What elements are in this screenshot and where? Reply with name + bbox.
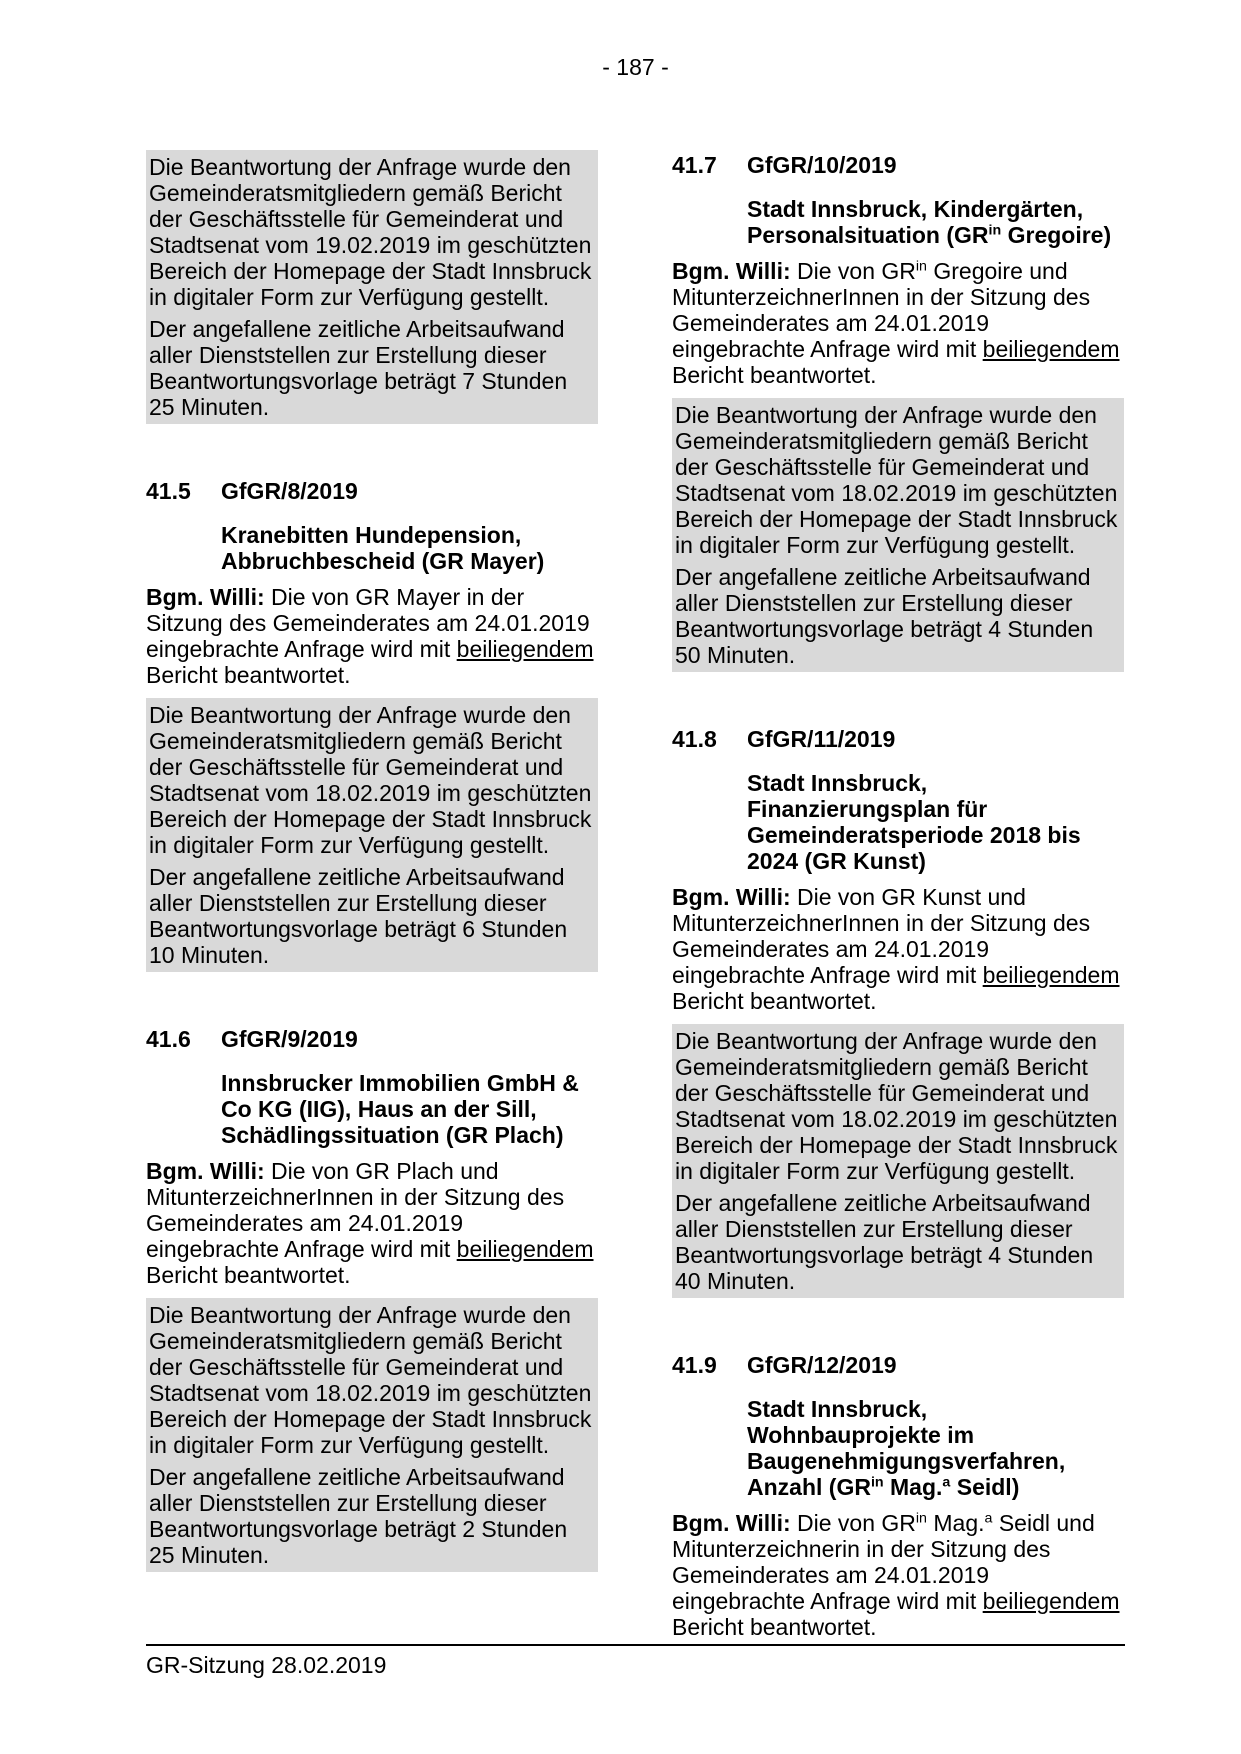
section-heading [672,726,1124,752]
section-code: GfGR/11/2019 [747,726,896,752]
answer-paragraph: Der angefallene zeitliche Arbeitsaufwand aller Dienststellen zur Erstellung dieser Beantwortungsvorlage beträgt 4 Stunden 50 Minuten. [675,564,1094,668]
carryover-answer-box [146,150,598,424]
attachment-link[interactable]: beiliegendem [982,1588,1120,1614]
section-title: Kranebitten Hundepension, Abbruchbescheid (GR Mayer) [221,522,545,574]
section-41-9 [672,1352,1124,1640]
answer-paragraph: Die Beantwortung der Anfrage wurde den Gemeinderatsmitgliedern gemäß Bericht der Geschäftsstelle für Gemeinderat und Stadtsenat vom 18.02.2019 im geschützten Bereich der Homepage der Stadt Innsbruck in digitaler Form zur Verfügung gestellt. [149,1302,592,1458]
answer-paragraph: Die Beantwortung der Anfrage wurde den Gemeinderatsmitgliedern gemäß Bericht der Geschäftsstelle für Gemeinderat und Stadtsenat vom 18.02.2019 im geschützten Bereich der Homepage der Stadt Innsbruck in digitaler Form zur Verfügung gestellt. [149,702,592,858]
answer-paragraph: Die Beantwortung der Anfrage wurde den Gemeinderatsmitgliedern gemäß Bericht der Geschäftsstelle für Gemeinderat und Stadtsenat vom 18.02.2019 im geschützten Bereich der Homepage der Stadt Innsbruck in digitaler Form zur Verfügung gestellt. [675,402,1118,558]
column-right [672,152,1124,1640]
section-heading [146,1026,598,1052]
section-code: GfGR/12/2019 [747,1352,897,1378]
section-title: Stadt Innsbruck, Kindergärten, Personalsituation ($GR^{in}$ Gregoire) [747,196,1112,248]
section-title: Innsbrucker Immobilien GmbH & Co KG (IIG), Haus an der Sill, Schädlingssituation (GR Plach) [221,1070,579,1148]
section-number: 41.8 [672,726,717,752]
page-number: - 187 - [602,54,669,80]
answer-box [146,698,598,972]
section-number: 41.6 [146,1026,191,1052]
section-code: GfGR/10/2019 [747,152,897,178]
section-number: 41.9 [672,1352,717,1378]
section-heading [672,1352,1124,1378]
answer-box [146,1298,598,1572]
section-body: Bgm. Willi: Die von GR Mayer in der Sitzung des Gemeinderates am 24.01.2019 eingebrachte Anfrage wird mit beiliegendem Bericht beantwortet. [146,584,594,688]
section-heading [672,152,1124,178]
answer-paragraph: Der angefallene zeitliche Arbeitsaufwand aller Dienststellen zur Erstellung dieser Beantwortungsvorlage beträgt 6 Stunden 10 Minuten. [149,864,568,968]
section-heading [146,478,598,504]
section-code: GfGR/9/2019 [221,1026,358,1052]
section-41-8 [672,726,1124,1298]
column-left [146,150,598,1572]
attachment-link[interactable]: beiliegendem [456,1236,594,1262]
answer-box [672,398,1124,672]
section-41-6 [146,1026,598,1572]
section-code: GfGR/8/2019 [221,478,358,504]
answer-paragraph: Der angefallene zeitliche Arbeitsaufwand aller Dienststellen zur Erstellung dieser Beantwortungsvorlage beträgt 7 Stunden 25 Minuten. [149,316,568,420]
attachment-link[interactable]: beiliegendem [982,962,1120,988]
section-41-5 [146,478,598,972]
section-number: 41.5 [146,478,191,504]
section-body: Bgm. Willi: Die von GR Plach und MitunterzeichnerInnen in der Sitzung des Gemeinderates am 24.01.2019 eingebrachte Anfrage wird mit beiliegendem Bericht beantwortet. [146,1158,594,1288]
answer-paragraph: Der angefallene zeitliche Arbeitsaufwand aller Dienststellen zur Erstellung dieser Beantwortungsvorlage beträgt 2 Stunden 25 Minuten. [149,1464,568,1568]
footer-divider [146,1644,1125,1646]
section-title: Stadt Innsbruck, Finanzierungsplan für Gemeinderatsperiode 2018 bis 2024 (GR Kunst) [747,770,1081,874]
answer-box [672,1024,1124,1298]
section-title: Stadt Innsbruck, Wohnbauprojekte im Baugenehmigungsverfahren, Anzahl ($GR^{in}$ Mag.$^a$ Seidl) [747,1396,1066,1500]
answer-paragraph: Der angefallene zeitliche Arbeitsaufwand aller Dienststellen zur Erstellung dieser Beantwortungsvorlage beträgt 4 Stunden 40 Minuten. [675,1190,1094,1294]
answer-paragraph: Die Beantwortung der Anfrage wurde den Gemeinderatsmitgliedern gemäß Bericht der Geschäftsstelle für Gemeinderat und Stadtsenat vom 19.02.2019 im geschützten Bereich der Homepage der Stadt Innsbruck in digitaler Form zur Verfügung gestellt. [149,154,592,310]
attachment-link[interactable]: beiliegendem [982,336,1120,362]
section-body: Bgm. Willi: Die von GR Kunst und MitunterzeichnerInnen in der Sitzung des Gemeinderates am 24.01.2019 eingebrachte Anfrage wird mit beiliegendem Bericht beantwortet. [672,884,1120,1014]
section-body: Bgm. Willi: Die von $GR^{in}$ Gregoire und MitunterzeichnerInnen in der Sitzung des Gemeinderates am 24.01.2019 eingebrachte Anfrage wird mit beiliegendem Bericht beantwortet. [672,258,1120,388]
answer-paragraph: Die Beantwortung der Anfrage wurde den Gemeinderatsmitgliedern gemäß Bericht der Geschäftsstelle für Gemeinderat und Stadtsenat vom 18.02.2019 im geschützten Bereich der Homepage der Stadt Innsbruck in digitaler Form zur Verfügung gestellt. [675,1028,1118,1184]
attachment-link[interactable]: beiliegendem [456,636,594,662]
footer-label: GR-Sitzung 28.02.2019 [146,1652,387,1678]
section-41-7 [672,152,1124,672]
section-body: Bgm. Willi: Die von $GR^{in}$ Mag.$^a$ Seidl und Mitunterzeichnerin in der Sitzung des Gemeinderates am 24.01.2019 eingebrachte Anfrage wird mit beiliegendem Bericht beantwortet. [672,1510,1120,1640]
section-number: 41.7 [672,152,717,178]
